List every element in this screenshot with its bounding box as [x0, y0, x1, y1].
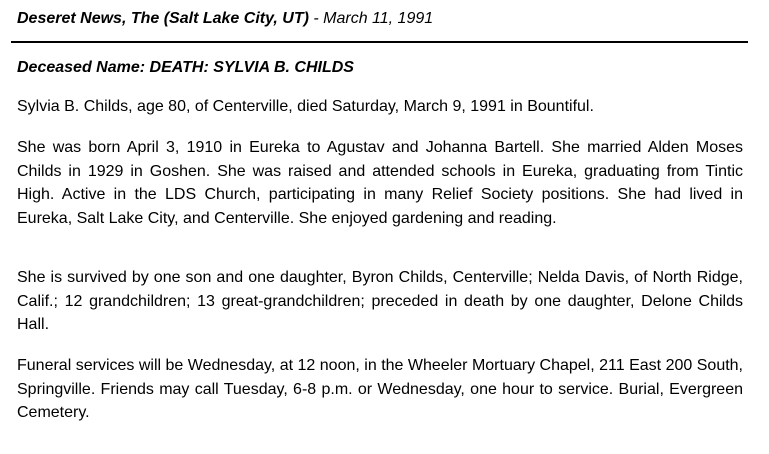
publication-source: Deseret News, The (Salt Lake City, UT)	[17, 10, 309, 27]
obituary-paragraph-death-notice: Sylvia B. Childs, age 80, of Centerville, died Saturday, March 9, 1991 in Bountiful.	[17, 98, 594, 115]
obituary-paragraph-services: Funeral services will be Wednesday, at 12 noon, in the Wheeler Mortuary Chapel, 211 East 200 South, Springville. Friends may call Tuesday, 6-8 p.m. or Wednesday, one hour to service. Burial, Evergreen Cemetery.	[17, 357, 743, 422]
publication-date: March 11, 1991	[323, 10, 434, 27]
obituary-paragraph-survivors: She is survived by one son and one daughter, Byron Childs, Centerville; Nelda Davis, of North Ridge, Calif.; 12 grandchildren; 13 great-grandchildren; preceded in death by one daughter, Delone Childs Hall.	[17, 269, 743, 334]
header-divider	[11, 41, 748, 43]
publication-header	[17, 9, 433, 29]
deceased-name-heading: Deceased Name: DEATH: SYLVIA B. CHILDS	[17, 59, 354, 76]
header-separator: -	[308, 10, 324, 27]
obituary-paragraph-biography: She was born April 3, 1910 in Eureka to Agustav and Johanna Bartell. She married Alden Moses Childs in 1929 in Goshen. She was raised and attended schools in Eureka, graduating from Tintic High. Active in the LDS Church, participating in many Relief Society positions. She had lived in Eureka, Salt Lake City, and Centerville. She enjoyed gardening and reading.	[17, 139, 743, 227]
